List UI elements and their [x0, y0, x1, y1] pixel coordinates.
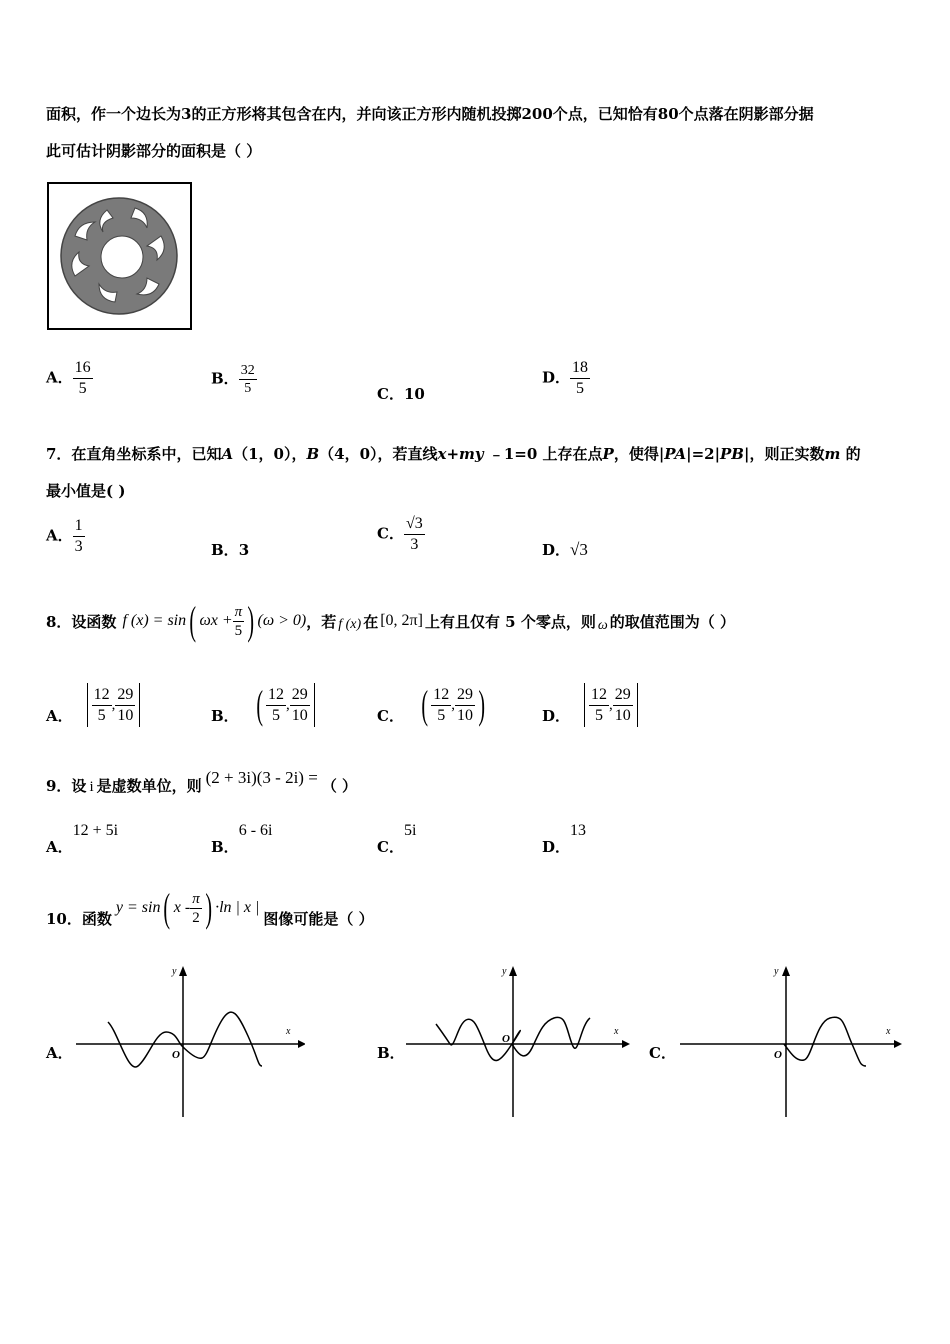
q10-graph-a[interactable]: [70, 962, 305, 1122]
q9-text: 9．设 i 是虚数单位，则 (2 + 3i)(3 - 2i) = （ ）: [46, 768, 358, 795]
curve: [108, 1012, 262, 1067]
q8-text: 8．设函数 f (x) = sin ( ωx + $\frac{\pi}{5}$ ) (ω > 0) ，若 f (x) 在 [0, 2π] 上有且仅有 5 个零点，则 ω 的取值范围为（ ）: [46, 598, 735, 643]
q8-option-a[interactable]: [46, 683, 140, 727]
q6-figure: [47, 182, 192, 330]
denominator: 5: [576, 380, 585, 397]
option-label: C．: [377, 706, 404, 725]
numerator: √3: [404, 514, 425, 535]
option-label: D．: [542, 541, 571, 559]
q7-option-c[interactable]: [377, 514, 425, 555]
q9-option-b[interactable]: [211, 822, 273, 856]
q6-option-d[interactable]: [542, 358, 590, 399]
x-axis-label: x: [886, 1026, 891, 1037]
option-value: 6 - 6i: [238, 822, 273, 839]
curve: [784, 1017, 866, 1066]
y-axis-label: y: [502, 966, 507, 977]
option-label: D．: [542, 838, 571, 856]
numerator: 16: [73, 358, 93, 379]
option-value: 13: [570, 822, 587, 839]
option-label: C．: [377, 385, 404, 403]
numerator: 32: [240, 363, 255, 378]
q10-text: 10．函数 y = sin ( x - $\frac{\pi}{2}$ ) ·ln | x | 图像可能是（ ）: [46, 885, 374, 930]
q7-text-line1: 7．在直角坐标系中，已知A（1，0），B（4，0），若直线x+my ﹣1=0 上存在点P，使得|PA|=2|PB|，则正实数m 的: [46, 445, 861, 463]
q9-option-c[interactable]: [377, 822, 417, 856]
numerator: 1: [73, 516, 85, 537]
q8-option-c[interactable]: [377, 683, 492, 727]
q9-option-d[interactable]: [542, 822, 587, 856]
option-label: A．: [46, 838, 73, 856]
q6-option-a[interactable]: [46, 358, 93, 399]
interval-closed: $\frac{12}{5}$ , $\frac{29}{10}$: [87, 683, 141, 727]
option-label: B．: [211, 838, 239, 856]
q7-text-line2: 最小值是( ): [46, 482, 126, 500]
y-axis-label: y: [172, 966, 177, 977]
denominator: 5: [78, 380, 87, 397]
q8-option-b[interactable]: [211, 683, 315, 727]
origin-label: O: [172, 1049, 180, 1061]
option-label: B．: [211, 541, 239, 559]
option-label: D．: [542, 368, 571, 387]
option-value: 5i: [403, 822, 417, 839]
option-label: A．: [46, 706, 73, 725]
q10-option-a-label[interactable]: A．: [46, 1044, 73, 1062]
x-axis-label: x: [286, 1026, 291, 1037]
denominator: 3: [410, 536, 419, 553]
interval-half-open: ( $\frac{12}{5}$ , $\frac{29}{10}$: [249, 683, 315, 727]
fraction: [570, 358, 590, 399]
option-label: A．: [46, 526, 73, 545]
interval-open: ( $\frac{12}{5}$ , $\frac{29}{10}$ ): [421, 682, 486, 727]
q6-text-line2: 此可估计阴影部分的面积是（ ）: [46, 142, 262, 160]
q6-option-c[interactable]: [377, 383, 425, 404]
q7-option-d[interactable]: [542, 539, 588, 560]
option-value: √3: [570, 540, 588, 559]
q10-graph-c[interactable]: [676, 962, 906, 1122]
y-axis-label: y: [774, 966, 779, 977]
origin-label: O: [774, 1049, 782, 1061]
fraction: [239, 362, 257, 397]
q6-text-line1: 面积，作一个边长为3的正方形将其包含在内，并向该正方形内随机投掷200个点，已知恰有80个点落在阴影部分据: [46, 105, 814, 123]
option-value: 3: [238, 541, 250, 559]
q7-option-a[interactable]: [46, 516, 85, 557]
fraction: [73, 358, 93, 399]
option-label: B．: [211, 706, 239, 725]
denominator: 3: [74, 538, 83, 555]
option-label: C．: [377, 524, 404, 543]
q10-option-c-label[interactable]: C．: [649, 1044, 676, 1062]
q6-option-b[interactable]: [211, 362, 257, 397]
denominator: 5: [244, 381, 252, 396]
option-label: D．: [542, 706, 571, 725]
numerator: 18: [570, 358, 590, 379]
option-value: 10: [403, 385, 425, 403]
fraction: [404, 514, 425, 555]
option-label: C．: [377, 838, 404, 856]
interval-closed: $\frac{12}{5}$ , $\frac{29}{10}$: [584, 683, 638, 727]
q7-option-b[interactable]: [211, 539, 249, 560]
q8-option-d[interactable]: [542, 683, 638, 727]
q10-option-b-label[interactable]: B．: [377, 1044, 405, 1062]
fraction: [73, 516, 85, 557]
q10-graph-b[interactable]: [400, 962, 635, 1122]
option-value: 12 + 5i: [72, 822, 119, 839]
origin-label: O: [502, 1033, 510, 1045]
option-label: B．: [211, 369, 239, 388]
q9-option-a[interactable]: [46, 822, 119, 856]
shaded-pattern-figure: [49, 184, 190, 328]
option-label: A．: [46, 368, 73, 387]
x-axis-label: x: [614, 1026, 619, 1037]
